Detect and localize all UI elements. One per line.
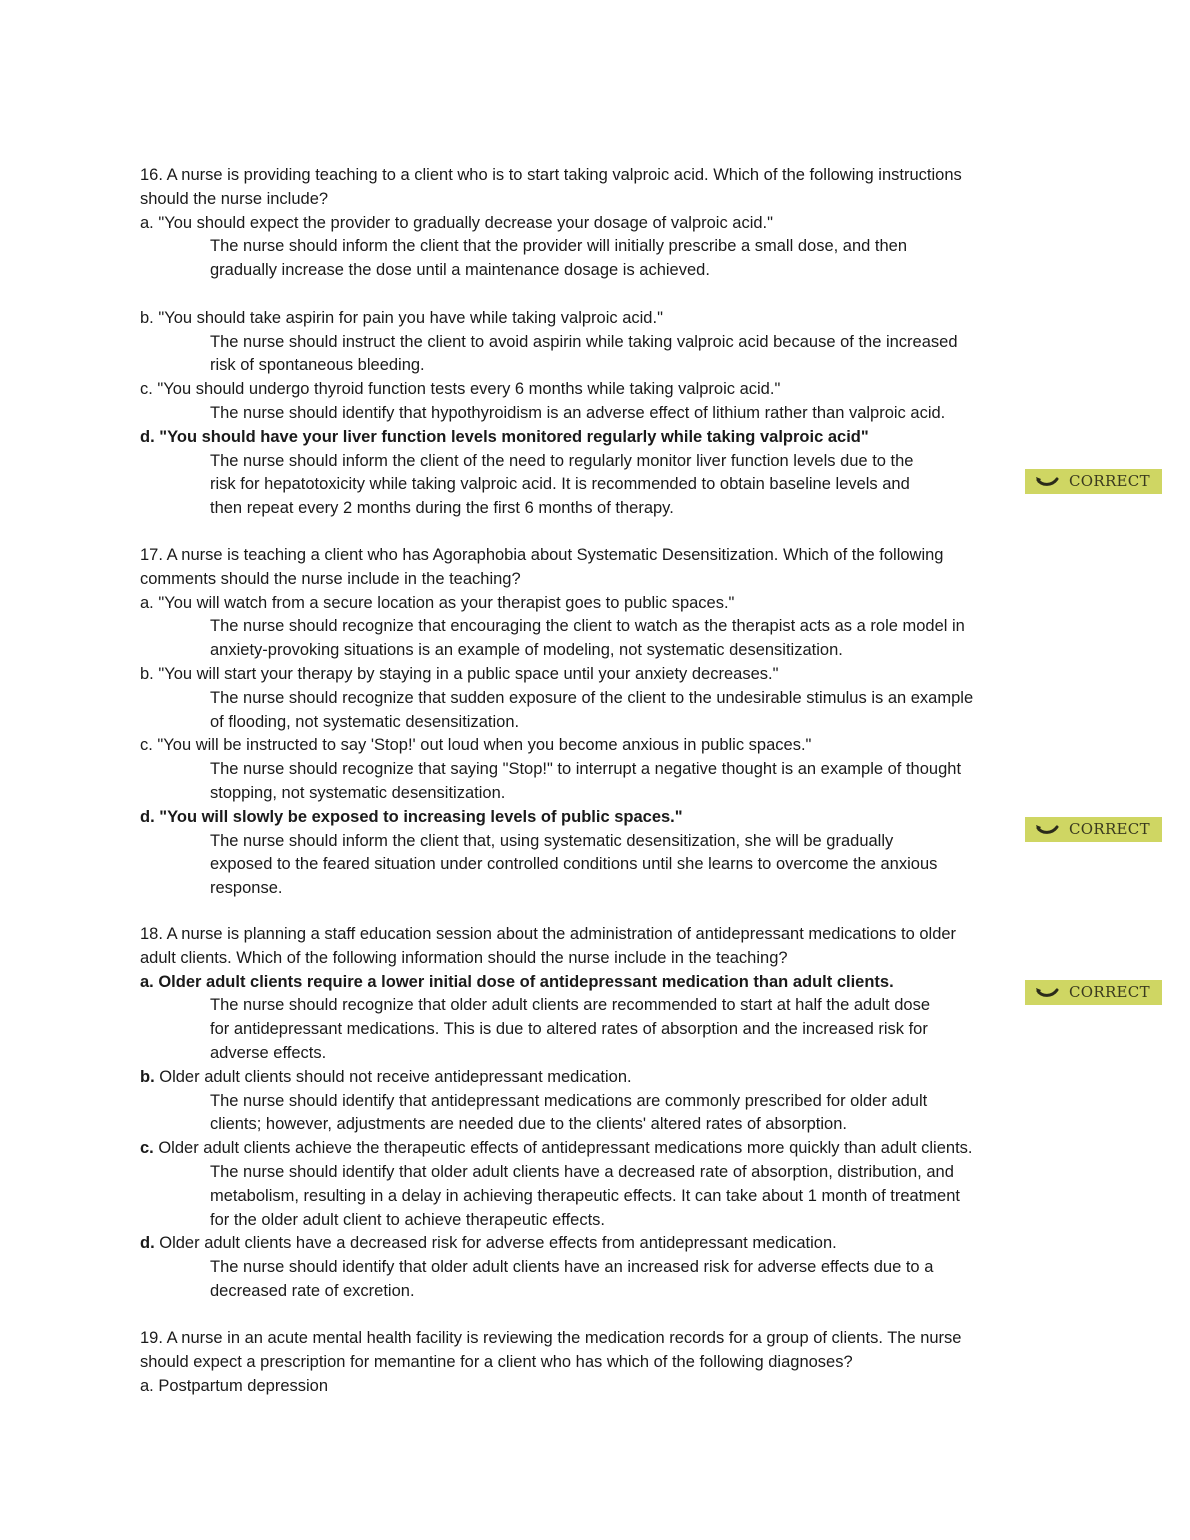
correct-label: CORRECT — [1069, 819, 1150, 838]
question-16 — [140, 164, 1050, 521]
option-a: a. "You will watch from a secure location as your therapist goes to public spaces." — [140, 593, 735, 612]
correct-badge — [1025, 817, 1162, 842]
option-a-correct: a. Older adult clients require a lower initial dose of antidepressant medication than adult clients. — [140, 972, 894, 991]
option-d: d. Older adult clients have a decreased risk for adverse effects from antidepressant medication. — [140, 1234, 837, 1253]
curved-arrow-icon — [1035, 823, 1061, 837]
question-stem: should expect a prescription for memantine for a client who has which of the following diagnoses? — [140, 1352, 853, 1371]
rationale: The nurse should instruct the client to avoid aspirin while taking valproic acid because of the increased — [210, 332, 958, 351]
rationale: The nurse should recognize that older adult clients are recommended to start at half the adult dose — [210, 996, 931, 1015]
rationale: of flooding, not systematic desensitization. — [210, 712, 520, 731]
rationale: The nurse should identify that older adult clients have an increased risk for adverse effects due to a — [210, 1258, 934, 1277]
rationale: The nurse should inform the client of the need to regularly monitor liver function levels due to the — [210, 451, 914, 470]
option-b: b. "You will start your therapy by staying in a public space until your anxiety decreases." — [140, 664, 779, 683]
rationale: The nurse should recognize that encouraging the client to watch as the therapist acts as a role model in — [210, 617, 965, 636]
question-stem: comments should the nurse include in the teaching? — [140, 569, 521, 588]
option-c: c. "You will be instructed to say 'Stop!' out loud when you become anxious in public spaces." — [140, 736, 812, 755]
rationale: clients; however, adjustments are needed due to the clients' altered rates of absorption. — [210, 1115, 847, 1134]
option-c: c. Older adult clients achieve the therapeutic effects of antidepressant medications more quickly than adult clients. — [140, 1139, 973, 1158]
question-18 — [140, 923, 1050, 1304]
correct-badge — [1025, 469, 1162, 494]
rationale: exposed to the feared situation under controlled conditions until she learns to overcome the anxious — [210, 855, 938, 874]
rationale: The nurse should recognize that saying "Stop!" to interrupt a negative thought is an example of thought — [210, 760, 962, 779]
rationale: The nurse should identify that hypothyroidism is an adverse effect of lithium rather than valproic acid. — [210, 403, 946, 422]
question-17 — [140, 544, 1050, 901]
rationale: for the older adult client to achieve therapeutic effects. — [210, 1210, 606, 1229]
rationale: The nurse should inform the client that, using systematic desensitization, she will be gradually — [210, 831, 894, 850]
curved-arrow-icon — [1035, 986, 1061, 1000]
option-b: b. "You should take aspirin for pain you have while taking valproic acid." — [140, 308, 663, 327]
rationale: The nurse should inform the client that the provider will initially prescribe a small dose, and then — [210, 237, 908, 256]
question-stem: 19. A nurse in an acute mental health facility is reviewing the medication records for a group of clients. The nurse — [140, 1329, 962, 1347]
rationale: response. — [210, 879, 283, 898]
question-stem: adult clients. Which of the following information should the nurse include in the teaching? — [140, 948, 788, 967]
rationale: The nurse should identify that antidepressant medications are commonly prescribed for older adult — [210, 1091, 928, 1110]
question-19 — [140, 1327, 1050, 1398]
rationale: The nurse should recognize that sudden exposure of the client to the undesirable stimulus is an example — [210, 688, 974, 707]
correct-label: CORRECT — [1069, 982, 1150, 1001]
question-stem: 17. A nurse is teaching a client who has Agoraphobia about Systematic Desensitization. Which of the following — [140, 546, 944, 564]
option-a: a. Postpartum depression — [140, 1376, 329, 1395]
rationale: stopping, not systematic desensitization. — [210, 783, 506, 802]
correct-label: CORRECT — [1069, 471, 1150, 490]
curved-arrow-icon — [1035, 475, 1061, 489]
rationale: risk of spontaneous bleeding. — [210, 356, 425, 375]
rationale: decreased rate of excretion. — [210, 1281, 415, 1300]
option-c: c. "You should undergo thyroid function tests every 6 months while taking valproic acid." — [140, 380, 781, 399]
option-b: b. Older adult clients should not receive antidepressant medication. — [140, 1067, 632, 1086]
question-stem: 16. A nurse is providing teaching to a client who is to start taking valproic acid. Which of the following instructions — [140, 166, 962, 184]
rationale: The nurse should identify that older adult clients have a decreased rate of absorption, distribution, and — [210, 1162, 954, 1181]
rationale: anxiety-provoking situations is an example of modeling, not systematic desensitization. — [210, 641, 843, 660]
rationale: for antidepressant medications. This is due to altered rates of absorption and the increased risk for — [210, 1020, 928, 1039]
option-a: a. "You should expect the provider to gradually decrease your dosage of valproic acid." — [140, 213, 773, 232]
rationale: metabolism, resulting in a delay in achieving therapeutic effects. It can take about 1 month of treatment — [210, 1186, 960, 1205]
rationale: adverse effects. — [210, 1043, 327, 1062]
rationale: then repeat every 2 months during the first 6 months of therapy. — [210, 499, 674, 518]
rationale: gradually increase the dose until a maintenance dosage is achieved. — [210, 261, 710, 280]
question-stem: 18. A nurse is planning a staff education session about the administration of antidepressant medications to older — [140, 925, 957, 943]
rationale: risk for hepatotoxicity while taking valproic acid. It is recommended to obtain baseline levels and — [210, 475, 910, 494]
correct-badge — [1025, 980, 1162, 1005]
option-d-correct: d. "You should have your liver function levels monitored regularly while taking valproic acid" — [140, 427, 869, 446]
question-stem: should the nurse include? — [140, 189, 329, 208]
option-d-correct: d. "You will slowly be exposed to increasing levels of public spaces." — [140, 807, 683, 826]
